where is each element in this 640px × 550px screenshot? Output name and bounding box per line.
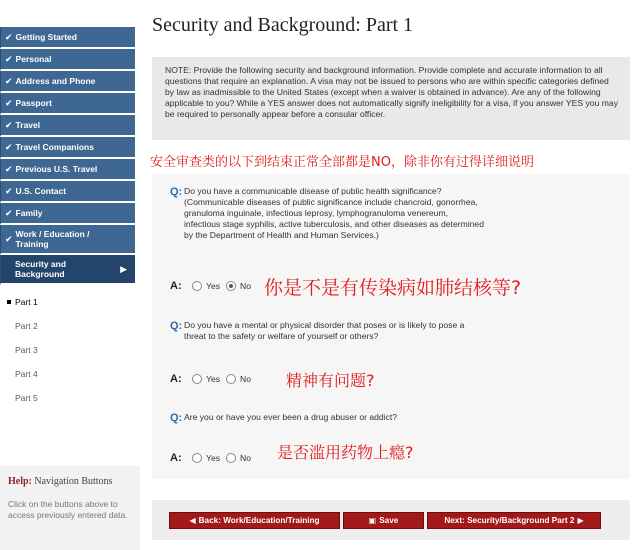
- a-label: A:: [170, 373, 182, 385]
- check-icon: ✔: [5, 208, 13, 218]
- radio-yes-label: Yes: [206, 374, 221, 384]
- annotation-2: 精神有问题?: [286, 371, 375, 390]
- radio-yes-label: Yes: [206, 281, 221, 291]
- radio-no-label: No: [240, 374, 252, 384]
- radio-no-circle[interactable]: [226, 281, 236, 291]
- nav-item-family[interactable]: [0, 203, 135, 225]
- nav-label: Family: [15, 208, 43, 218]
- sub-nav-label: Part 1: [15, 297, 38, 307]
- next-button-label: Next: Security/Background Part 2: [444, 516, 575, 525]
- chevron-right-icon: ▶: [120, 264, 127, 274]
- check-icon: ✔: [5, 186, 13, 196]
- radio-no-label: No: [240, 281, 252, 291]
- question-2: [170, 320, 474, 342]
- chevron-right-icon: ▶: [577, 516, 584, 525]
- help-title: [8, 476, 132, 487]
- chevron-left-icon: ◀: [189, 516, 196, 525]
- check-icon: ✔: [5, 32, 13, 42]
- sub-nav-label: Part 3: [15, 345, 38, 355]
- radio-no[interactable]: [226, 281, 251, 291]
- sub-nav-part-1[interactable]: [0, 290, 135, 314]
- annotation-3: 是否滥用药物上瘾?: [277, 443, 414, 462]
- radio-no[interactable]: [226, 453, 251, 463]
- help-title-bold: Help:: [8, 476, 32, 487]
- save-button[interactable]: [343, 512, 424, 529]
- sub-nav-part-2[interactable]: [0, 314, 135, 338]
- sub-nav-label: Part 4: [15, 369, 38, 379]
- back-button-label: Back: Work/Education/Training: [198, 516, 320, 525]
- check-icon: ✔: [5, 98, 13, 108]
- nav-label: Travel: [15, 120, 41, 130]
- nav-label: Work / Education / Training: [15, 229, 90, 249]
- check-icon: ✔: [5, 234, 13, 244]
- button-bar: [152, 500, 630, 540]
- annotation-banner: 安全审查类的以下到结束正常全部都是NO，除非你有过得详细说明: [150, 155, 534, 170]
- q-label: Q:: [170, 186, 183, 198]
- check-icon: ✔: [5, 164, 13, 174]
- radio-no[interactable]: [226, 374, 251, 384]
- answer-2: [170, 373, 257, 385]
- question-3: [170, 412, 484, 424]
- sub-nav-part-5[interactable]: [0, 386, 135, 410]
- radio-no-label: No: [240, 453, 252, 463]
- nav-item-personal[interactable]: [0, 49, 135, 71]
- check-icon: ✔: [5, 76, 13, 86]
- radio-yes[interactable]: [192, 281, 220, 291]
- question-1: [170, 186, 484, 241]
- a-label: A:: [170, 280, 182, 292]
- nav-item-travel-companions[interactable]: [0, 137, 135, 159]
- annotation-1: 你是不是有传染病如肺结核等?: [264, 277, 522, 299]
- nav-item-us-contact[interactable]: [0, 181, 135, 203]
- nav-item-address-phone[interactable]: [0, 71, 135, 93]
- note-text: NOTE: Provide the following security and background information. Provide complete and accurate information to all questions that require an explanation. A visa may not be issued to persons who are within specific categories defined by law as inadmissible to the United States (except when a waiver is obtained in advance). Are any of the following applicable to you? While a YES answer does not automatically signify ineligibility for a visa, if you answer YES you may be required to personally appear before a consular officer.: [165, 65, 618, 119]
- check-icon: ✔: [5, 120, 13, 130]
- radio-yes[interactable]: [192, 453, 220, 463]
- nav-item-travel[interactable]: [0, 115, 135, 137]
- nav-label: Getting Started: [15, 32, 77, 42]
- sub-nav-part-3[interactable]: [0, 338, 135, 362]
- bullet-icon: [7, 300, 11, 304]
- question-text: Are you or have you ever been a drug abuser or addict?: [184, 412, 398, 422]
- a-label: A:: [170, 452, 182, 464]
- help-box: [0, 466, 140, 550]
- radio-yes-label: Yes: [206, 453, 221, 463]
- radio-no-circle[interactable]: [226, 453, 236, 463]
- nav-label: Travel Companions: [15, 142, 94, 152]
- help-title-rest: Navigation Buttons: [31, 476, 113, 487]
- sidebar: [0, 0, 140, 550]
- answer-3: [170, 452, 257, 464]
- radio-yes[interactable]: [192, 374, 220, 384]
- sub-nav-label: Part 2: [15, 321, 38, 331]
- q-label: Q:: [170, 412, 183, 424]
- nav-label: Personal: [15, 54, 52, 64]
- floppy-disk-icon: ▣: [368, 516, 377, 525]
- sub-nav: [0, 290, 135, 410]
- nav-label: Address and Phone: [15, 76, 96, 86]
- page-title: Security and Background: Part 1: [152, 14, 414, 36]
- help-text: Click on the buttons above to access previously entered data.: [8, 499, 128, 520]
- radio-yes-circle[interactable]: [192, 281, 202, 291]
- nav-list: [0, 27, 135, 285]
- answer-1: [170, 280, 257, 292]
- qa-panel: [152, 174, 630, 479]
- nav-item-security-background[interactable]: [0, 255, 135, 285]
- nav-label: Passport: [15, 98, 52, 108]
- radio-yes-circle[interactable]: [192, 374, 202, 384]
- nav-item-getting-started[interactable]: [0, 27, 135, 49]
- nav-label: Security and Background: [15, 259, 67, 279]
- sub-nav-label: Part 5: [15, 393, 38, 403]
- nav-item-passport[interactable]: [0, 93, 135, 115]
- radio-yes-circle[interactable]: [192, 453, 202, 463]
- check-icon: ✔: [5, 54, 13, 64]
- sub-nav-part-4[interactable]: [0, 362, 135, 386]
- question-text: Do you have a mental or physical disorder that poses or is likely to pose a threat to the safety or welfare of yourself or others?: [184, 320, 465, 341]
- question-text: Do you have a communicable disease of public health significance? (Communicable diseases of public significance include chancroid, gonorrhea, granuloma inguinale, infectious leprosy, lymphogranuloma venereum, infectious stage syphilis, active tuberculosis, and other diseases as determined by the Department of Health and Human Services.): [184, 186, 484, 240]
- nav-item-work-education[interactable]: [0, 225, 135, 255]
- q-label: Q:: [170, 320, 183, 332]
- nav-label: Previous U.S. Travel: [15, 164, 98, 174]
- next-button[interactable]: [427, 512, 601, 529]
- nav-label: U.S. Contact: [15, 186, 67, 196]
- check-icon: ✔: [5, 142, 13, 152]
- nav-item-previous-us-travel[interactable]: [0, 159, 135, 181]
- radio-no-circle[interactable]: [226, 374, 236, 384]
- note-box: [152, 57, 630, 140]
- back-button[interactable]: [169, 512, 340, 529]
- save-button-label: Save: [379, 516, 399, 525]
